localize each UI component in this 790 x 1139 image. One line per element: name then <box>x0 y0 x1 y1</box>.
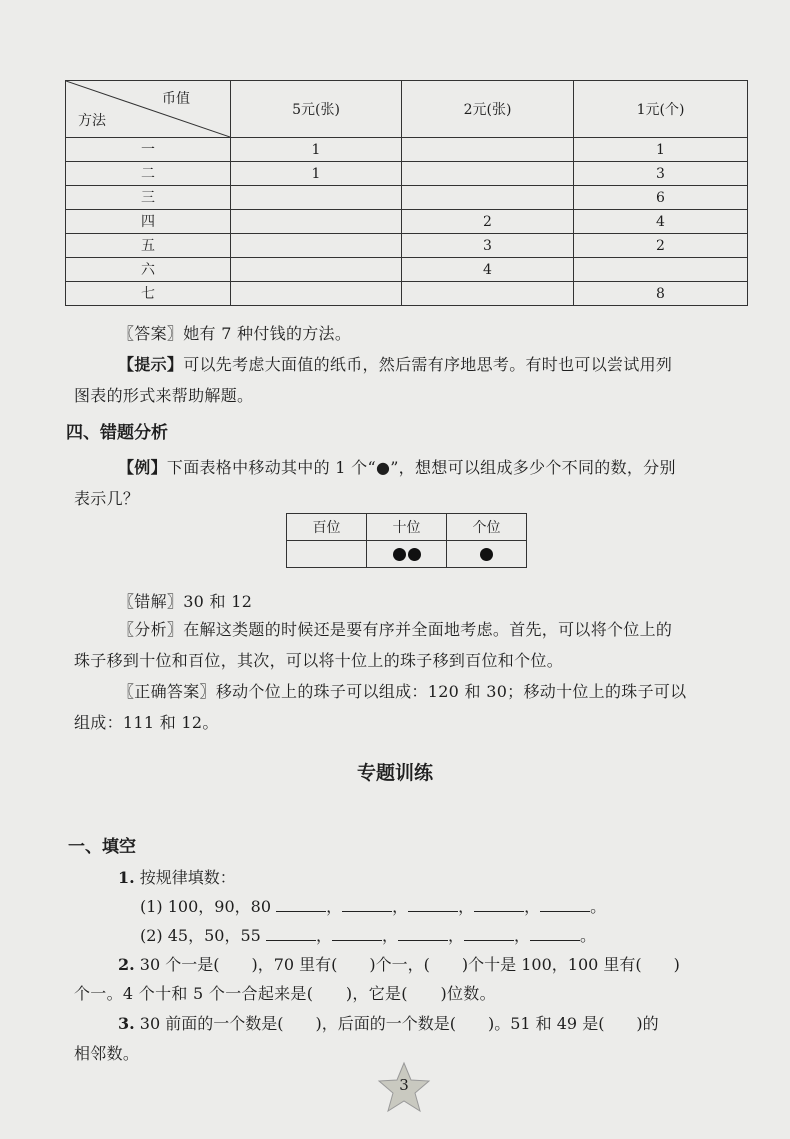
example-line-1 <box>118 452 758 483</box>
correct-answer-line-1 <box>118 676 758 707</box>
blank[interactable] <box>530 924 580 941</box>
blank[interactable] <box>332 924 382 941</box>
table-cell-five <box>231 186 402 210</box>
blank[interactable] <box>474 895 524 912</box>
hint-label: 【提示】 <box>118 355 184 374</box>
table-cell-method: 七 <box>66 282 231 306</box>
bead-icon[interactable] <box>408 548 421 561</box>
analysis-line-1 <box>118 614 758 645</box>
answer-line <box>118 318 790 349</box>
hint-text-1: 可以先考虑大面值的纸币，然后需有序地思考。有时也可以尝试用列 <box>183 355 673 374</box>
analysis-line-2: 珠子移到十位和百位，其次，可以将十位上的珠子移到百位和个位。 <box>74 651 564 670</box>
bead-cell-tens <box>367 541 447 568</box>
analysis-text-1: 在解这类题的时候还是要有序并全面地考虑。首先，可以将个位上的 <box>183 620 673 639</box>
diagonal-header-cell <box>66 81 231 138</box>
col-header-two: 2元(张) <box>402 81 574 138</box>
blank[interactable] <box>266 924 316 941</box>
blank[interactable] <box>408 895 458 912</box>
table-cell-one: 3 <box>574 162 748 186</box>
example-line-2: 表示几？ <box>74 489 140 508</box>
table-cell-method: 二 <box>66 162 231 186</box>
table-cell-five <box>231 234 402 258</box>
example-label: 【例】 <box>118 458 167 477</box>
table-row <box>66 186 748 210</box>
table-cell-two <box>402 282 574 306</box>
q1-line <box>118 862 236 893</box>
table-row <box>66 138 748 162</box>
q1-sub-a: (1) 100，90，80 ， ， ， ， 。 <box>140 897 607 916</box>
table-cell-one: 8 <box>574 282 748 306</box>
table-cell-one: 1 <box>574 138 748 162</box>
table-cell-five <box>231 258 402 282</box>
answer-label: 〖答案〗 <box>118 324 184 343</box>
correct-label: 〖正确答案〗 <box>118 682 216 701</box>
bead-cell-hundreds <box>287 541 367 568</box>
table-cell-two: 2 <box>402 210 574 234</box>
q3-line-2: 相邻数。 <box>74 1044 140 1063</box>
header-denomination: 币值 <box>162 91 190 107</box>
bead-header-hundreds: 百位 <box>287 514 367 541</box>
blank[interactable] <box>276 895 326 912</box>
table-cell-one: 2 <box>574 234 748 258</box>
part-fill-in-heading: 一、填空 <box>68 837 136 857</box>
q3-line-1 <box>118 1008 758 1039</box>
q2-line-2: 个一。4 个十和 5 个一合起来是( )，它是( )位数。 <box>74 984 496 1003</box>
col-header-five: 5元(张) <box>231 81 402 138</box>
correct-text-1: 移动个位上的珠子可以组成：120 和 30；移动十位上的珠子可以 <box>215 682 687 701</box>
table-row <box>66 162 748 186</box>
blank[interactable] <box>540 895 590 912</box>
table-row <box>66 258 748 282</box>
analysis-label: 〖分析〗 <box>118 620 184 639</box>
q1-number: 1. <box>118 868 135 887</box>
correct-answer-line-2: 组成：111 和 12。 <box>74 713 219 732</box>
table-cell-one: 6 <box>574 186 748 210</box>
q1-sub-b: (2) 45，50，55 ， ， ， ， 。 <box>140 926 597 945</box>
q3-number: 3. <box>118 1014 135 1033</box>
bead-cell-ones <box>447 541 527 568</box>
wrong-text: 30 和 12 <box>183 592 253 611</box>
q1-b-text: (2) 45，50，55 <box>140 926 261 945</box>
place-value-bead-table <box>286 513 527 568</box>
table-cell-method: 一 <box>66 138 231 162</box>
q2-number: 2. <box>118 955 135 974</box>
table-cell-two: 4 <box>402 258 574 282</box>
table-cell-five <box>231 282 402 306</box>
table-cell-two <box>402 162 574 186</box>
table-cell-five <box>231 210 402 234</box>
q1-text: 按规律填数： <box>139 868 236 887</box>
table-cell-one: 4 <box>574 210 748 234</box>
table-row <box>66 210 748 234</box>
table-cell-two <box>402 186 574 210</box>
table-cell-five: 1 <box>231 138 402 162</box>
table-cell-method: 五 <box>66 234 231 258</box>
section-heading-error-analysis: 四、错题分析 <box>66 423 168 443</box>
table-row <box>66 282 748 306</box>
page-number: 3 <box>399 1076 409 1094</box>
table-cell-two <box>402 138 574 162</box>
hint-line-1 <box>118 349 758 380</box>
table-cell-method: 三 <box>66 186 231 210</box>
blank[interactable] <box>464 924 514 941</box>
payment-methods-table <box>65 80 748 306</box>
header-method: 方法 <box>78 113 106 129</box>
hint-line-2: 图表的形式来帮助解题。 <box>74 386 254 405</box>
blank[interactable] <box>398 924 448 941</box>
answer-text: 她有 7 种付钱的方法。 <box>183 324 352 343</box>
table-cell-five: 1 <box>231 162 402 186</box>
blank[interactable] <box>342 895 392 912</box>
table-cell-one <box>574 258 748 282</box>
wrong-label: 〖错解〗 <box>118 592 184 611</box>
special-training-title: 专题训练 <box>356 762 433 784</box>
wrong-solution-line <box>118 586 790 617</box>
q2-line-1 <box>118 949 758 980</box>
q2-text-1: 30 个一是( )，70 里有( )个一，( )个十是 100，100 里有( ) <box>139 955 680 974</box>
table-row <box>66 234 748 258</box>
bead-header-tens: 十位 <box>367 514 447 541</box>
table-cell-method: 四 <box>66 210 231 234</box>
q3-text-1: 30 前面的一个数是( )，后面的一个数是( )。51 和 49 是( )的 <box>139 1014 659 1033</box>
bead-icon[interactable] <box>393 548 406 561</box>
example-text-1: 下面表格中移动其中的 1 个“●”，想想可以组成多少个不同的数，分别 <box>166 458 676 477</box>
bead-icon[interactable] <box>480 548 493 561</box>
q1-a-text: (1) 100，90，80 <box>140 897 272 916</box>
table-cell-method: 六 <box>66 258 231 282</box>
table-cell-two: 3 <box>402 234 574 258</box>
col-header-one: 1元(个) <box>574 81 748 138</box>
bead-header-ones: 个位 <box>447 514 527 541</box>
